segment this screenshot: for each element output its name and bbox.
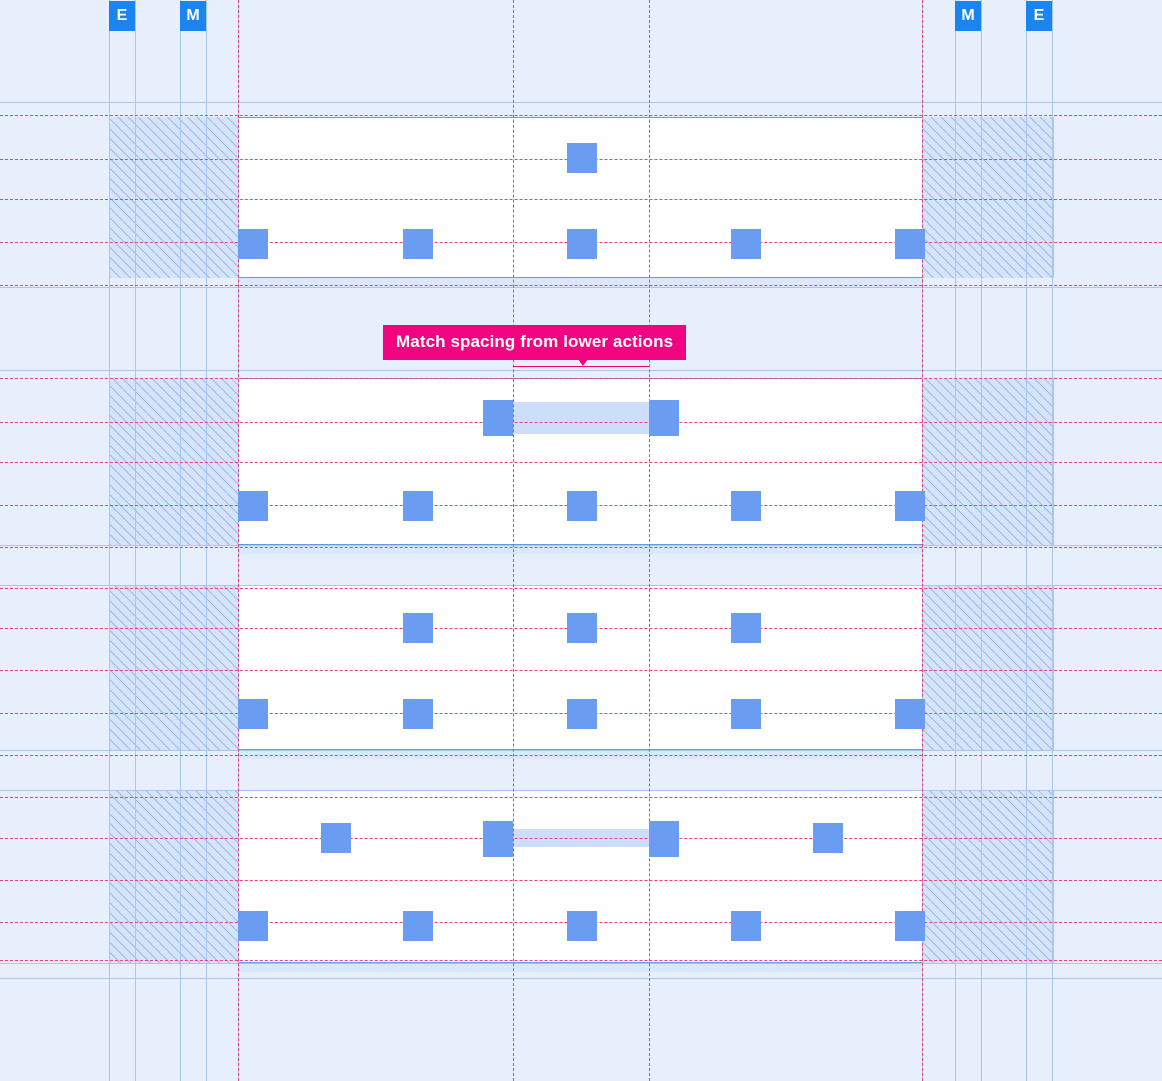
vertical-guide-line	[109, 0, 110, 1081]
panel-third-element[interactable]	[403, 699, 433, 729]
panel-top-element[interactable]	[731, 229, 761, 259]
panel-second-element[interactable]	[403, 491, 433, 521]
panel-second-element[interactable]	[483, 400, 513, 436]
panel-top-element[interactable]	[567, 229, 597, 259]
panel-second-element[interactable]	[649, 400, 679, 436]
horizontal-dashed-guide	[0, 462, 1162, 463]
panel-bottom-element[interactable]	[238, 911, 268, 941]
panel-third-element[interactable]	[567, 699, 597, 729]
edge-marker-chip-m: M	[955, 1, 981, 31]
horizontal-guide-line	[0, 750, 1162, 751]
panel-bottom-element[interactable]	[403, 911, 433, 941]
panel-second-element[interactable]	[895, 491, 925, 521]
panel-bottom-element[interactable]	[731, 911, 761, 941]
vertical-guide-line	[206, 0, 207, 1081]
edge-marker-chip-e: E	[1026, 1, 1052, 31]
horizontal-dashed-guide	[0, 199, 1162, 200]
panel-third-element[interactable]	[567, 613, 597, 643]
vertical-guide-line	[180, 0, 181, 1081]
panel-bottom-element[interactable]	[567, 911, 597, 941]
margin-hatch-block	[922, 585, 1054, 750]
horizontal-guide-line	[0, 978, 1162, 979]
panel-bottom-shadow	[238, 963, 923, 972]
horizontal-dashed-guide	[0, 797, 1162, 798]
horizontal-dashed-guide	[0, 285, 1162, 286]
vertical-guide-line	[1052, 0, 1053, 1081]
vertical-dashed-guide	[513, 0, 514, 1081]
horizontal-dashed-guide	[0, 115, 1162, 116]
horizontal-dashed-guide	[0, 378, 1162, 379]
edge-marker-chip-e: E	[109, 1, 135, 31]
panel-top-element[interactable]	[567, 143, 597, 173]
panel-top-element[interactable]	[238, 229, 268, 259]
edge-marker-chip-m: M	[180, 1, 206, 31]
horizontal-dashed-guide	[0, 960, 1162, 961]
panel-third-element[interactable]	[403, 613, 433, 643]
horizontal-dashed-guide	[0, 422, 1162, 423]
annotation-arrow-icon	[578, 359, 588, 366]
horizontal-dashed-guide	[0, 880, 1162, 881]
margin-hatch-block	[109, 790, 239, 963]
horizontal-guide-line	[0, 370, 1162, 371]
panel-second-element[interactable]	[567, 491, 597, 521]
panel-third-element[interactable]	[731, 699, 761, 729]
horizontal-guide-line	[0, 963, 1162, 964]
margin-hatch-block	[109, 585, 239, 750]
horizontal-guide-line	[0, 790, 1162, 791]
panel-bottom-element[interactable]	[321, 823, 351, 853]
horizontal-dashed-guide	[0, 838, 1162, 839]
panel-bottom-element[interactable]	[483, 821, 513, 857]
margin-hatch-block	[109, 117, 239, 278]
margin-hatch-block	[922, 117, 1054, 278]
vertical-dashed-guide	[649, 0, 650, 1081]
horizontal-guide-line	[0, 287, 1162, 288]
horizontal-dashed-guide	[0, 547, 1162, 548]
panel-bottom-element[interactable]	[813, 823, 843, 853]
horizontal-guide-line	[0, 585, 1162, 586]
panel-second-bar	[513, 402, 649, 434]
horizontal-dashed-guide	[0, 755, 1162, 756]
vertical-guide-line	[1026, 0, 1027, 1081]
panel-third-element[interactable]	[731, 613, 761, 643]
panel-third-element[interactable]	[895, 699, 925, 729]
panel-second-element[interactable]	[238, 491, 268, 521]
horizontal-dashed-guide	[0, 670, 1162, 671]
horizontal-guide-line	[0, 102, 1162, 103]
panel-third-element[interactable]	[238, 699, 268, 729]
horizontal-guide-line	[0, 545, 1162, 546]
panel-bottom-element[interactable]	[895, 911, 925, 941]
vertical-guide-line	[981, 0, 982, 1081]
annotation-callout: Match spacing from lower actions	[383, 325, 686, 360]
panel-top-element[interactable]	[895, 229, 925, 259]
vertical-guide-line	[955, 0, 956, 1081]
panel-top-element[interactable]	[403, 229, 433, 259]
panel-second-element[interactable]	[731, 491, 761, 521]
panel-bottom-element[interactable]	[649, 821, 679, 857]
margin-hatch-block	[922, 790, 1054, 963]
vertical-guide-line	[135, 0, 136, 1081]
annotation-leader-line	[513, 366, 649, 367]
horizontal-dashed-guide	[0, 588, 1162, 589]
